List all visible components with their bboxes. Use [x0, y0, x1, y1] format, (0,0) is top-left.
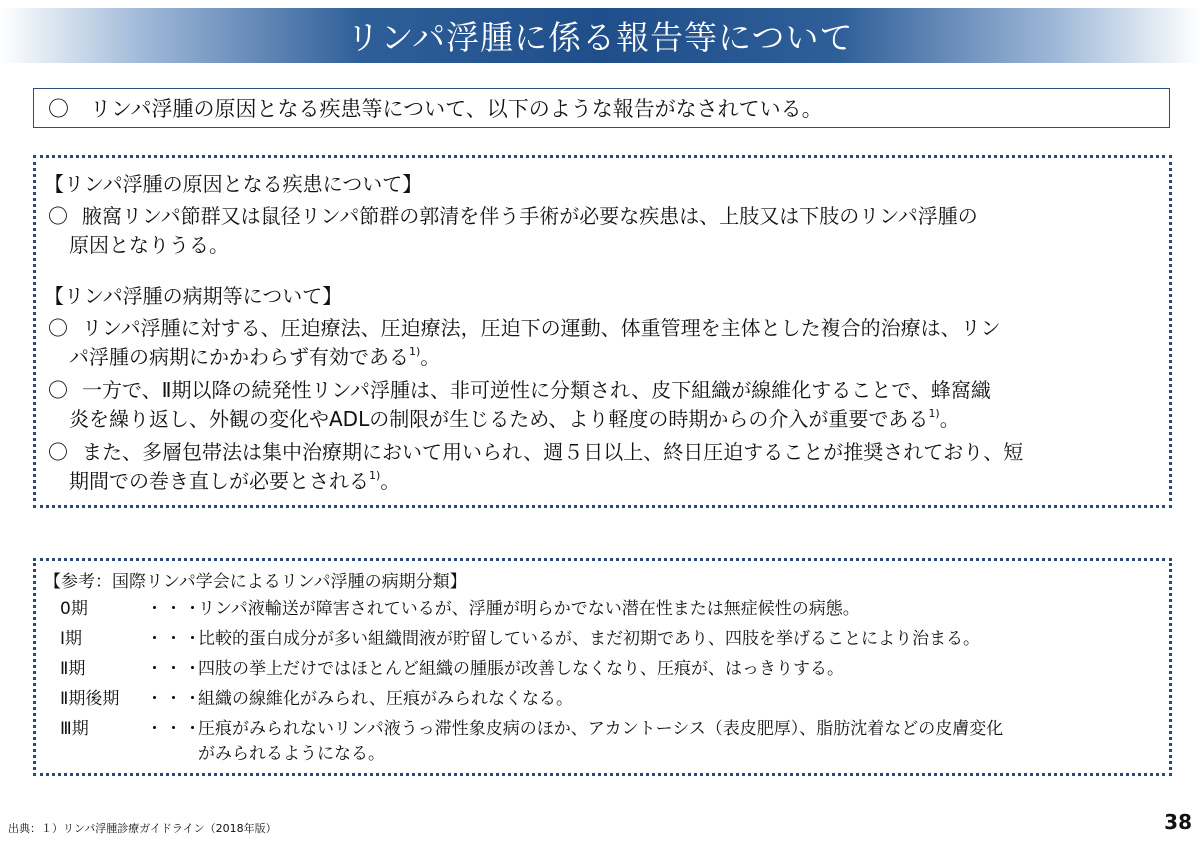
- stage-dots: ・・・: [146, 689, 203, 709]
- reference-box: [33, 558, 1172, 776]
- section-heading-stages: 【リンパ浮腫の病期等について】: [44, 284, 343, 308]
- paragraph-causes: 〇 腋窩リンパ節群又は鼠径リンパ節群の郭清を伴う手術が必要な疾患は、上肢又は下肢のリンパ浮腫の 原因となりうる。: [48, 204, 978, 257]
- stage-name: Ⅰ期: [60, 629, 83, 649]
- source-citation: 出典：１）リンパ浮腫診療ガイドライン（2018年版）: [8, 822, 277, 835]
- stage-description: 組織の線維化がみられ、圧痕がみられなくなる。: [198, 689, 574, 709]
- paragraph-bandaging: 〇 また、多層包帯法は集中治療期において用いられ、週５日以上、終日圧迫することが推奨されており、短 期間での巻き直しが必要とされる$^{1)}$。: [48, 440, 1024, 493]
- stage-description: 四肢の挙上だけではほとんど組織の腫脹が改善しなくなり、圧痕が、はっきりする。: [198, 659, 844, 679]
- stage-dots: ・・・: [146, 629, 203, 649]
- stage-name: Ⅲ期: [60, 719, 89, 739]
- bullet-mark: 〇: [48, 440, 68, 464]
- bullet-mark: 〇: [48, 378, 68, 402]
- paragraph-treatment: 〇 リンパ浮腫に対する、圧迫療法、圧迫療法，圧迫下の運動、体重管理を主体とした複合的治療は、リン パ浮腫の病期にかかわらず有効である$^{1)}$。: [48, 316, 1001, 369]
- reference-mark: 1): [409, 345, 421, 358]
- section-heading-causes: 【リンパ浮腫の原因となる疾患について】: [44, 172, 423, 196]
- reference-mark: 1): [369, 469, 381, 482]
- reference-heading: 【参考：国際リンパ学会によるリンパ浮腫の病期分類】: [44, 572, 467, 592]
- findings-box: [33, 155, 1172, 508]
- summary-text: 〇 リンパ浮腫の原因となる疾患等について、以下のような報告がなされている。: [48, 97, 823, 121]
- stage-dots: ・・・: [146, 659, 203, 679]
- reference-mark: 1): [928, 407, 940, 420]
- stage-description: 比較的蛋白成分が多い組織間液が貯留しているが、まだ初期であり、四肢を挙げることにより治まる。: [198, 629, 980, 649]
- stage-description-continued: がみられるようになる。: [198, 744, 385, 764]
- page-title: リンパ浮腫に係る報告等について: [346, 18, 854, 57]
- stage-description: 圧痕がみられないリンパ液うっ滞性象皮病のほか、アカントーシス（表皮肥厚）、脂肪沈着などの皮膚変化: [198, 719, 1004, 739]
- stage-name: 0期: [60, 599, 88, 619]
- stage-dots: ・・・: [146, 599, 203, 619]
- stage-name: Ⅱ期後期: [60, 689, 120, 709]
- page-number: 38: [1164, 810, 1192, 834]
- title-bar: [0, 8, 1200, 63]
- stage-dots: ・・・: [146, 719, 203, 739]
- summary-box: [33, 88, 1170, 128]
- stage-description: リンパ液輸送が障害されているが、浮腫が明らかでない潜在性または無症候性の病態。: [198, 599, 860, 619]
- bullet-mark: 〇: [48, 204, 68, 228]
- paragraph-progression: 〇 一方で、Ⅱ期以降の続発性リンパ浮腫は、非可逆性に分類され、皮下組織が線維化することで、蜂窩織 炎を繰り返し、外観の変化やADLの制限が生じるため、より軽度の時期からの介入が重要である$^{1)}$。: [48, 378, 991, 431]
- stage-name: Ⅱ期: [60, 659, 86, 679]
- bullet-mark: 〇: [48, 316, 68, 340]
